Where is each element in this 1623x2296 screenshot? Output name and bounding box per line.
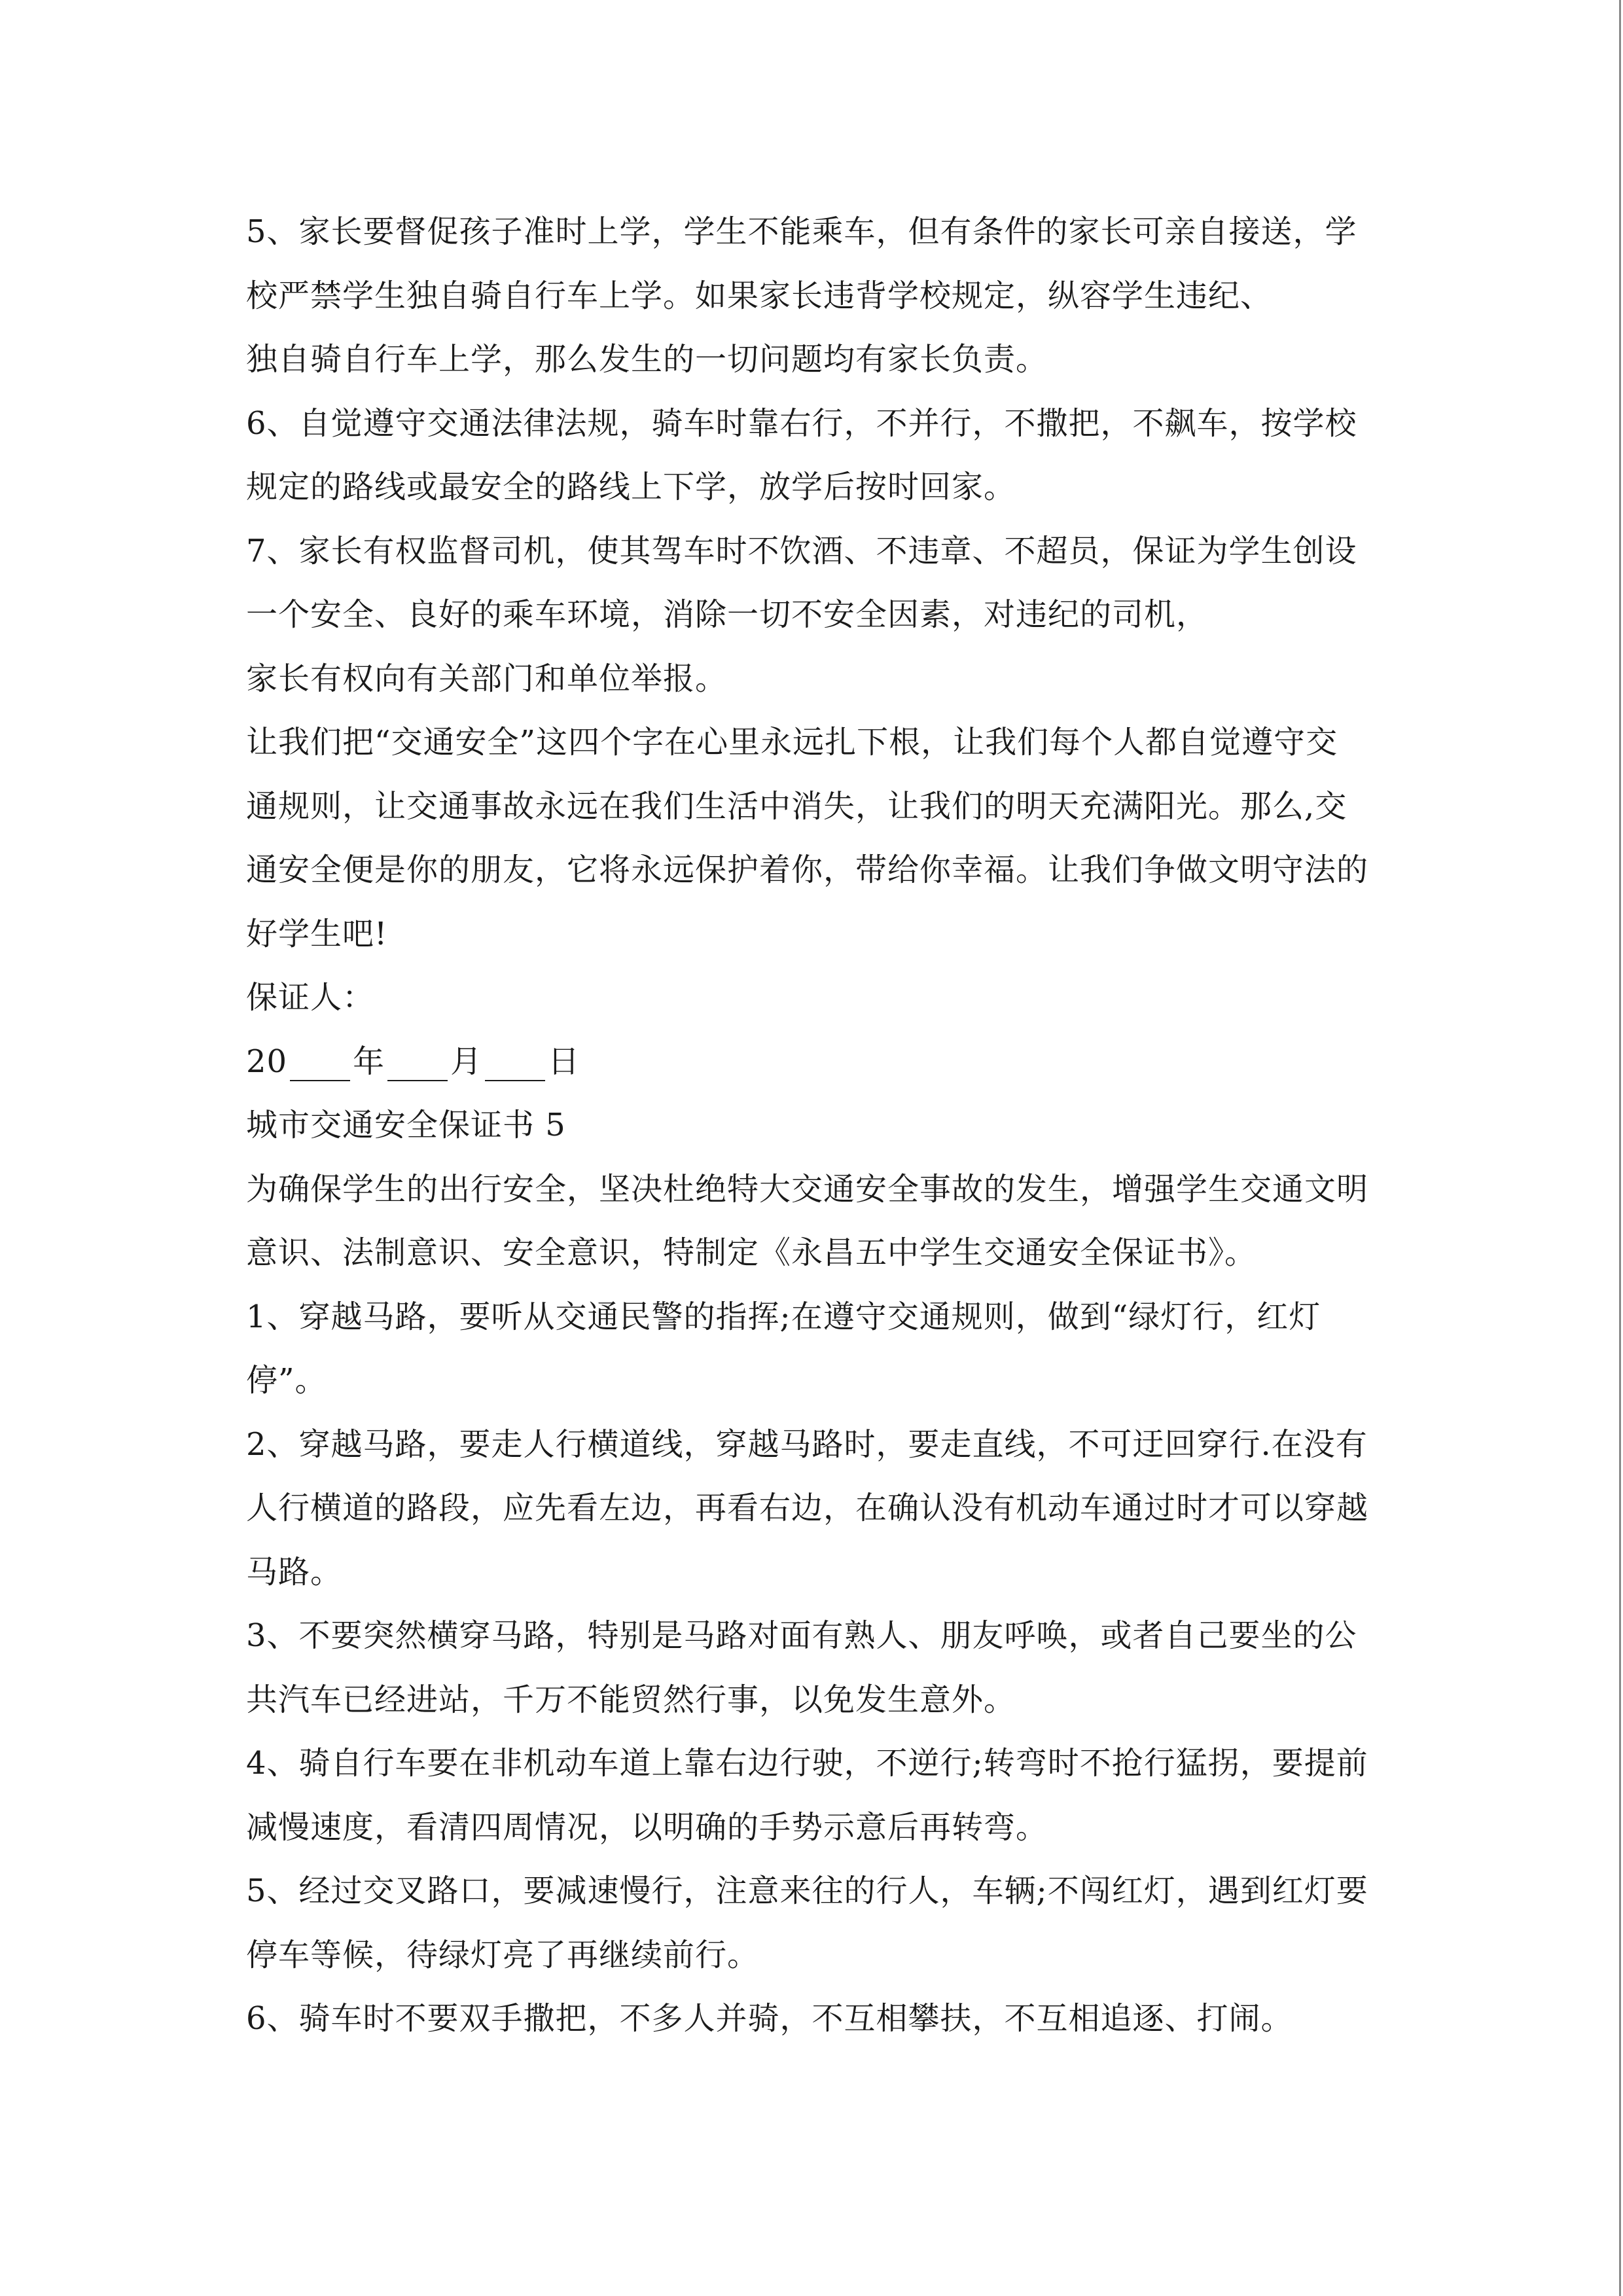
text-line: 减慢速度，看清四周情况，以明确的手势示意后再转弯。: [246, 1808, 1048, 1846]
text-line: 1、穿越马路，要听从交通民警的指挥;在遵守交通规则，做到“绿灯行，红灯: [246, 1298, 1321, 1335]
date-blank-underline: [485, 1080, 545, 1081]
text-line: 6、骑车时不要双手撒把，不多人并骑，不互相攀扶，不互相追逐、打闹。: [246, 2000, 1293, 2037]
text-line: 4、骑自行车要在非机动车道上靠右边行驶，不逆行;转弯时不抢行猛拐，要提前: [246, 1745, 1368, 1782]
text-line: 让我们把“交通安全”这四个字在心里永远扎下根，让我们每个人都自觉遵守交: [246, 724, 1338, 761]
date-year-label: 年: [353, 1043, 385, 1080]
page-edge: [1619, 0, 1621, 2296]
text-line: 共汽车已经进站，千万不能贸然行事，以免发生意外。: [246, 1681, 1016, 1718]
text-line: 停车等候，待绿灯亮了再继续前行。: [246, 1936, 760, 1973]
text-line: 马路。: [246, 1553, 343, 1590]
text-line: 一个安全、良好的乘车环境，消除一切不安全因素，对违纪的司机，: [246, 596, 1209, 633]
text-line: 5、经过交叉路口，要减速慢行，注意来往的行人，车辆;不闯红灯，遇到红灯要: [246, 1873, 1368, 1909]
text-line: 6、自觉遵守交通法律法规，骑车时靠右行，不并行，不撒把，不飙车，按学校: [246, 404, 1357, 442]
text-line: 为确保学生的出行安全，坚决杜绝特大交通安全事故的发生，增强学生交通文明: [246, 1170, 1369, 1208]
date-year-prefix: 20: [246, 1043, 288, 1080]
date-blank-underline: [387, 1080, 448, 1081]
document-body: [246, 200, 1385, 2051]
text-line: 独自骑自行车上学，那么发生的一切问题均有家长负责。: [246, 341, 1048, 378]
date-blank-underline: [290, 1080, 350, 1081]
text-line: 好学生吧!: [246, 915, 388, 952]
text-line: 通安全便是你的朋友，它将永远保护着你，带给你幸福。让我们争做文明守法的: [246, 852, 1369, 888]
text-line: 停”。: [246, 1362, 327, 1399]
text-line: 规定的路线或最安全的路线上下学，放学后按时回家。: [246, 469, 1016, 505]
text-line: 保证人：: [246, 979, 375, 1016]
text-line: 人行横道的路段，应先看左边，再看右边，在确认没有机动车通过时才可以穿越: [246, 1490, 1369, 1526]
text-line: 2、穿越马路，要走人行横道线，穿越马路时，要走直线，不可迂回穿行.在没有: [246, 1426, 1368, 1463]
text-line: 意识、法制意识、安全意识，特制定《永昌五中学生交通安全保证书》。: [246, 1234, 1257, 1271]
text-line: 7、家长有权监督司机，使其驾车时不饮酒、不违章、不超员，保证为学生创设: [246, 532, 1357, 569]
date-month-label: 月: [450, 1043, 483, 1080]
date-day-label: 日: [548, 1043, 580, 1080]
date-line: [246, 1030, 1385, 1094]
text-line: 3、不要突然横穿马路，特别是马路对面有熟人、朋友呼唤，或者自己要坐的公: [246, 1617, 1357, 1654]
text-line: 5、家长要督促孩子准时上学，学生不能乘车，但有条件的家长可亲自接送，学: [246, 213, 1357, 250]
text-line: 通规则，让交通事故永远在我们生活中消失，让我们的明天充满阳光。那么,交: [246, 787, 1347, 825]
text-line: 城市交通安全保证书 5: [246, 1107, 566, 1143]
text-line: 家长有权向有关部门和单位举报。: [246, 660, 728, 697]
text-line: 校严禁学生独自骑自行车上学。如果家长违背学校规定，纵容学生违纪、: [246, 277, 1273, 314]
